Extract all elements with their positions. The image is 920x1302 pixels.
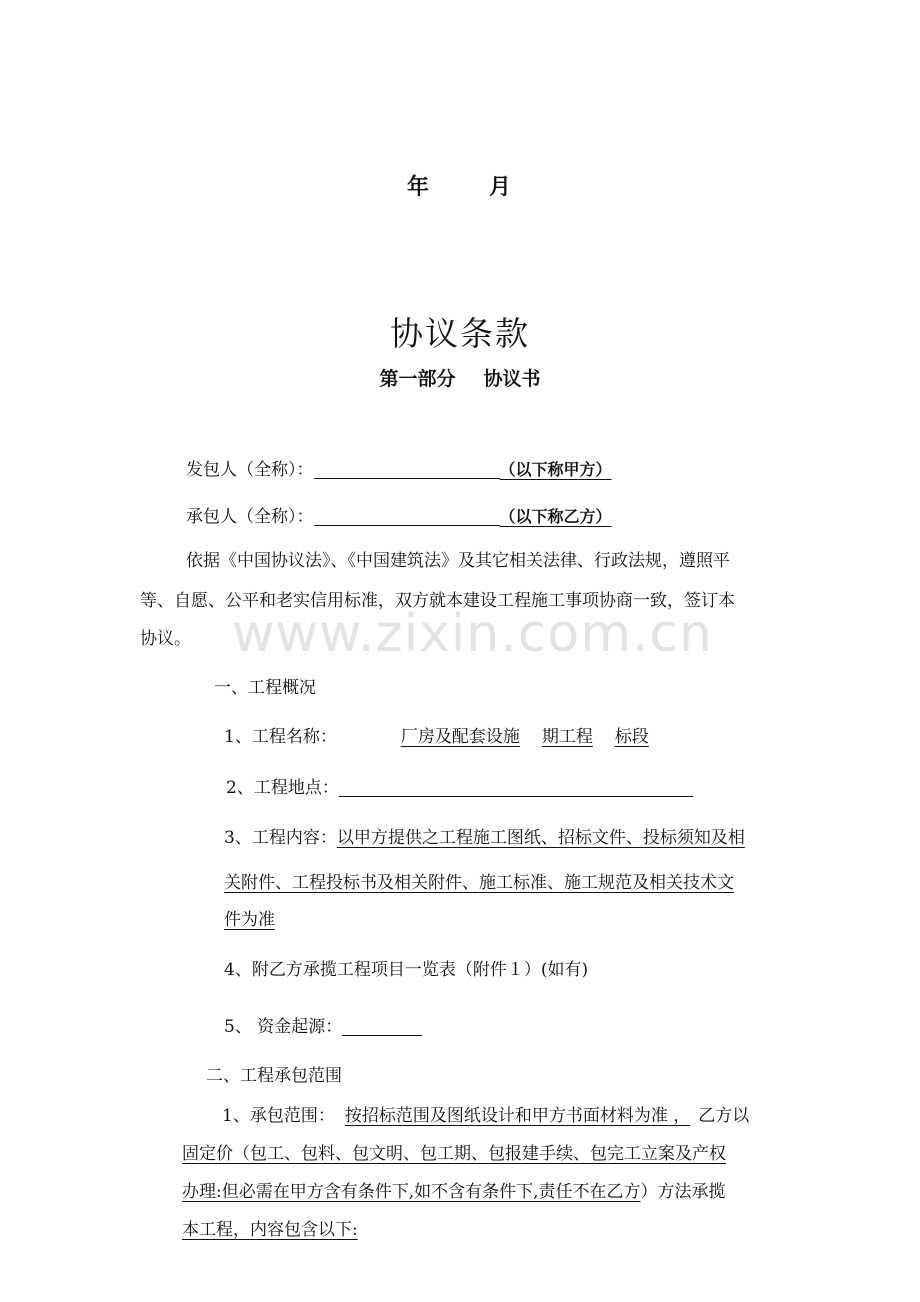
scope-line-3-underlined: 办理:但必需在甲方含有条件下,如不含有条件下,责任不在乙方 xyxy=(182,1182,641,1202)
project-name-value: 厂房及配套设施 期工程 标段 xyxy=(400,727,649,747)
employer-note: （以下称甲方） xyxy=(499,460,612,479)
scope-line-3-tail: ）方法承揽 xyxy=(640,1182,726,1202)
section-1-item-5 xyxy=(224,1012,422,1037)
document-title: 协议条款 xyxy=(390,314,530,353)
preamble-line-2: 等、自愿、公平和老实信用标准，双方就本建设工程施工事项协商一致，签订本 xyxy=(140,591,735,611)
section-2-heading: 二、工程承包范围 xyxy=(206,1066,342,1086)
section-1-item-4: 4、附乙方承揽工程项目一览表（附件１）(如有) xyxy=(224,960,589,980)
subtitle-part: 第一部分 xyxy=(379,368,456,390)
project-name-label: 1、工程名称： xyxy=(224,727,337,747)
contractor-line xyxy=(186,502,612,527)
employer-blank xyxy=(314,460,500,479)
contractor-blank xyxy=(314,507,500,526)
month-label: 月 xyxy=(489,175,514,200)
subtitle-name: 协议书 xyxy=(483,368,541,390)
scope-line-4: 本工程，内容包含以下: xyxy=(182,1220,358,1240)
section-1-item-2 xyxy=(226,773,693,798)
project-location-blank xyxy=(339,778,693,797)
section-1-item-1 xyxy=(224,722,661,747)
scope-line-1: 按招标范围及图纸设计和甲方书面材料为准 ， xyxy=(344,1106,691,1126)
contractor-label: 承包人（全称）： xyxy=(186,507,314,527)
preamble-line-1: 依据《中国协议法》、《中国建筑法》及其它相关法律、行政法规，遵照平 xyxy=(186,551,730,571)
preamble-line-3: 协议。 xyxy=(140,629,191,649)
date-line xyxy=(0,170,920,201)
watermark: www.zixin.com.cn xyxy=(232,604,713,664)
funding-source-label: 5、 资金起源： xyxy=(224,1017,343,1037)
scope-line-2: 固定价（包工、包料、包文明、包工期、包报建手续、包完工立案及产权 xyxy=(182,1144,726,1164)
scope-line-1-tail: 乙方以 xyxy=(698,1106,750,1126)
document-subtitle xyxy=(0,364,920,391)
year-label: 年 xyxy=(406,175,431,200)
employer-line xyxy=(186,455,612,480)
project-content-line-1: 以甲方提供之工程施工图纸、招标文件、投标须知及相 xyxy=(336,828,745,848)
employer-label: 发包人（全称）： xyxy=(186,460,314,480)
scope-label: 1、承包范围： xyxy=(222,1106,335,1126)
scope-line-3 xyxy=(182,1177,726,1202)
contractor-note: （以下称乙方） xyxy=(499,507,612,526)
section-1-heading: 一、工程概况 xyxy=(214,678,316,698)
project-content-label: 3、工程内容： xyxy=(224,828,337,848)
section-1-item-3 xyxy=(224,823,745,848)
project-content-line-3: 件为准 xyxy=(224,910,275,930)
section-2-item-1 xyxy=(222,1101,749,1126)
project-location-label: 2、工程地点： xyxy=(226,778,339,798)
funding-source-blank xyxy=(342,1017,422,1036)
project-content-line-2: 关附件、工程投标书及相关附件、施工标准、施工规范及相关技术文 xyxy=(224,873,734,893)
